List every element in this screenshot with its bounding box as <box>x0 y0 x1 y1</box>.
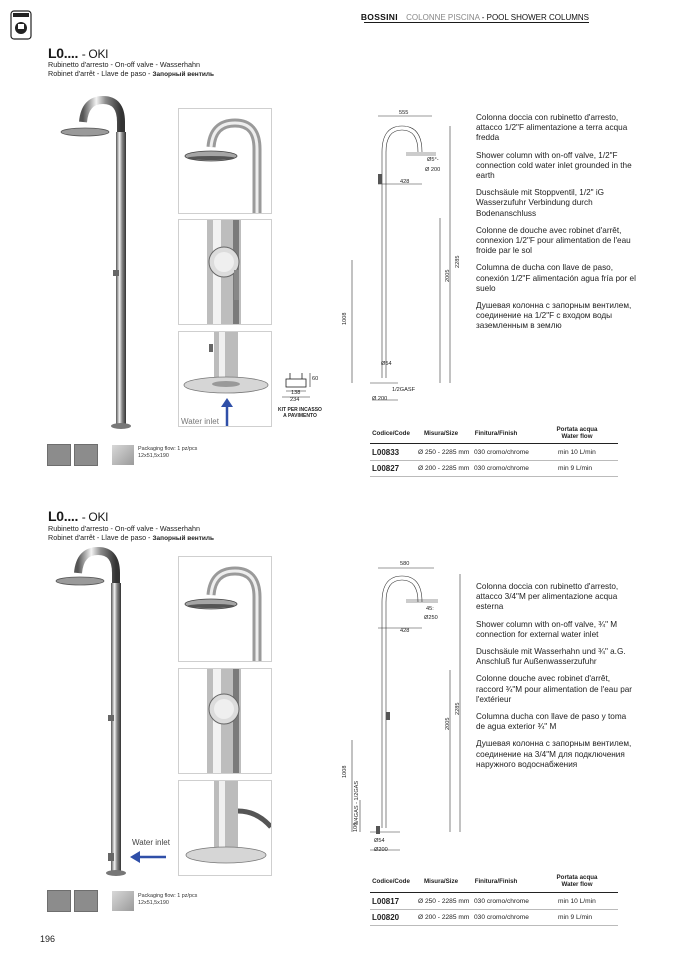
description-fr: Colonne de douche avec robinet d'arrêt, connexion 1/2"F pour alimentation de l'eau froide par le sol <box>476 225 631 256</box>
product-subtitle-1: Rubinetto d'arresto - On-off valve - Wasserhahn <box>48 60 200 69</box>
page-number: 196 <box>40 934 56 944</box>
product-code: L00827 <box>372 464 400 473</box>
shower-head-photo <box>178 556 272 662</box>
water-inlet-label: Water inlet <box>132 838 170 847</box>
shower-column-photo <box>55 92 175 432</box>
product-title: L0.... - OKI <box>48 45 109 61</box>
description-es: Columna de ducha con llave de paso, conexión 1/2"F alimentación agua fría por el suelo <box>476 263 636 293</box>
base-detail-photo <box>178 780 272 876</box>
shower-column-icon <box>47 444 71 466</box>
floor-kit-drawing <box>280 365 320 405</box>
valve-detail-photo <box>178 219 272 325</box>
product-title: L0.... - OKI <box>48 508 109 524</box>
floor-kit-label: KIT PER INCASSO A PAVIMENTO <box>278 407 322 419</box>
package-icon <box>112 445 134 465</box>
product-code: L00820 <box>372 913 400 922</box>
water-inlet-arrow <box>130 850 166 862</box>
packaging-info: Packaging flow: 1 pz/pcs 12x51,5x190 <box>138 893 198 906</box>
product-subtitle-2: Robinet d'arrêt - Llave de paso - Запорный вентиль <box>48 69 215 78</box>
water-inlet-label: Water inlet <box>181 417 219 426</box>
package-icon <box>112 891 134 911</box>
product-table: Codice/Code Misura/Size Finitura/Finish Portata acqua Water flow L00833 Ø 250 - 2285 mm 030 cromo/chrome min 10 L/min L00827 Ø 200 - 2285 mm 030 cromo/chrome min 9 L/min <box>370 424 618 484</box>
product-subtitle-1: Rubinetto d'arresto - On-off valve - Wasserhahn <box>48 524 200 533</box>
product-code: L00817 <box>372 897 400 906</box>
product-table: Codice/Code Misura/Size Finitura/Finish Portata acqua Water flow L00817 Ø 250 - 2285 mm 030 cromo/chrome min 10 L/min L00820 Ø 200 - 2285 mm 030 cromo/chrome min 9 L/min <box>370 870 618 930</box>
water-saving-icon <box>74 444 98 466</box>
description-it: Colonna doccia con rubinetto d'arresto, attacco 3/4"M per alimentazione acqua esterna <box>476 582 619 612</box>
product-descriptions <box>476 113 636 339</box>
shower-head-photo <box>178 108 272 214</box>
header-category: COLONNE PISCINA <box>406 13 480 22</box>
product-code: L00833 <box>372 448 400 457</box>
header-rule <box>364 22 589 23</box>
description-it: Colonna doccia con rubinetto d'arresto, attacco 1/2"F alimentazione a terra acqua fredda <box>476 113 628 143</box>
water-saving-icon <box>74 890 98 912</box>
description-en: Shower column with on-off valve, ¾" M connection for external water inlet <box>476 619 618 639</box>
page-header: BOSSINI COLONNE PISCINA - POOL SHOWER COLUMNS <box>360 12 589 22</box>
description-es: Columna ducha con llave de paso y toma de agua exterior ¾" M <box>476 712 627 732</box>
shower-column-icon <box>47 890 71 912</box>
water-inlet-arrow <box>220 398 234 426</box>
description-fr: Colonne douche avec robinet d'arrêt, raccord ¾"M pour alimentation de l'eau par l'extérieur <box>476 674 633 704</box>
header-subcategory: POOL SHOWER COLUMNS <box>486 13 589 22</box>
description-ru: Душевая колонна с запорным вентилем, соединение на 1/2"F с входом воды заземленным в землю <box>476 301 632 331</box>
technical-drawing <box>340 108 470 408</box>
packaging-info: Packaging flow: 1 pz/pcs 12x51,5x190 <box>138 446 198 459</box>
product-descriptions <box>476 582 636 777</box>
brand-name: BOSSINI <box>360 12 398 22</box>
feature-icons <box>47 444 98 466</box>
valve-detail-photo <box>178 668 272 774</box>
description-de: Duschsäule mit Stoppventil, 1/2" iG Wasserzufuhr Verbindung durch Bodenanschluss <box>476 188 605 218</box>
product-subtitle-2: Robinet d'arrêt - Llave de paso - Запорный вентиль <box>48 533 215 542</box>
shower-column-photo <box>50 545 170 880</box>
bossini-logo <box>10 10 32 40</box>
feature-icons <box>47 890 98 912</box>
description-en: Shower column with on-off valve, 1/2"F connection cold water inlet grounded in the earth <box>476 150 632 181</box>
description-ru: Душевая колонна с запорным вентилем, соединение на 3/4"M для подключения наружного водоснабжения <box>476 739 632 769</box>
description-de: Duschsäule mit Wasserhahn und ¾" a.G. Anschluß fur Außenwasserzufuhr <box>476 647 626 667</box>
